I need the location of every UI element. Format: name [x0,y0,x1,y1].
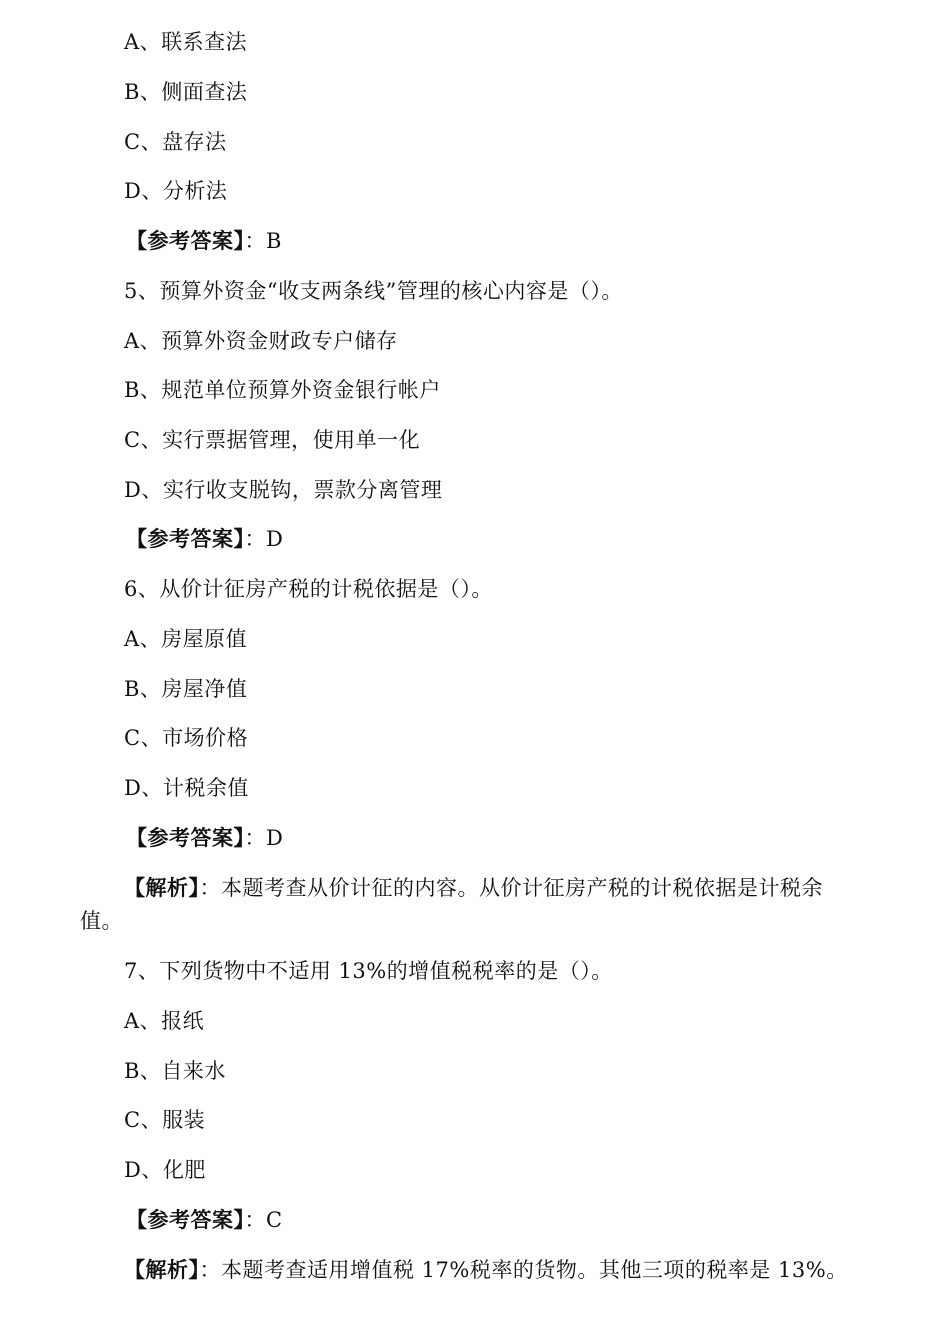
q6-analysis-text: ：本题考查从价计征的内容。从价计征房产税的计税依据是计税余 [199,876,823,900]
q4-answer [126,226,282,256]
q6-option-b: B、房屋净值 [124,677,248,701]
q6-analysis [124,873,823,903]
q7-option-a: A、报纸 [124,1009,205,1033]
q7-option-c: C、服装 [124,1108,206,1132]
q6-question: 6、从价计征房产税的计税依据是（）。 [124,577,493,601]
q4-option-c: C、盘存法 [124,130,227,154]
q4-answer-label: 【参考答案】 [126,228,245,253]
q7-answer-value: ：C [244,1208,283,1232]
q7-option-d: D、化肥 [124,1158,206,1182]
q5-option-a: A、预算外资金财政专户储存 [124,329,398,353]
q6-option-c: C、市场价格 [124,726,249,750]
q4-option-d: D、分析法 [124,179,228,203]
q5-answer-value: ：D [244,527,284,551]
q6-answer-value: ：D [244,826,284,850]
q4-option-b: B、侧面查法 [124,80,248,104]
q7-analysis [124,1255,848,1285]
q4-option-a: A、联系查法 [124,30,248,54]
q5-option-d: D、实行收支脱钩，票款分离管理 [124,478,443,502]
q4-answer-value: ：B [244,229,282,253]
q5-question: 5、预算外资金“收支两条线”管理的核心内容是（）。 [124,279,623,303]
q5-option-b: B、规范单位预算外资金银行帐户 [124,378,441,402]
q5-answer [126,524,283,554]
q5-option-c: C、实行票据管理，使用单一化 [124,428,421,452]
q7-analysis-text: ：本题考查适用增值税 17%税率的货物。其他三项的税率是 13%。 [199,1258,848,1282]
q5-answer-label: 【参考答案】 [126,526,245,551]
q7-option-b: B、自来水 [124,1059,226,1083]
q6-option-d: D、计税余值 [124,776,249,800]
q7-analysis-label: 【解析】 [124,1257,200,1282]
q7-answer-label: 【参考答案】 [126,1207,245,1232]
q6-analysis-label: 【解析】 [124,875,200,900]
q7-question: 7、下列货物中不适用 13%的增值税税率的是（）。 [124,959,613,983]
q6-answer [126,823,283,853]
q6-option-a: A、房屋原值 [124,627,248,651]
q7-answer [126,1205,283,1235]
q6-answer-label: 【参考答案】 [126,825,245,850]
q6-analysis-continuation: 值。 [80,909,123,933]
